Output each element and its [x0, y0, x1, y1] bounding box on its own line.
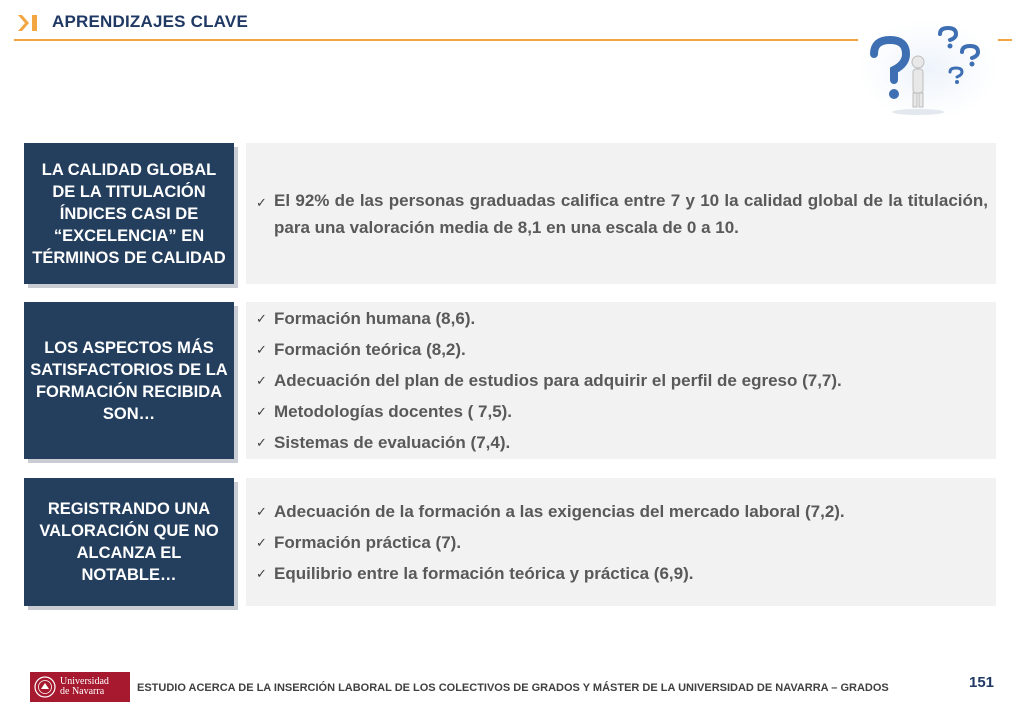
question-mark-figure-icon [858, 20, 998, 120]
list-item [256, 334, 988, 365]
row-label: LOS ASPECTOS MÁS SATISFACTORIOS DE LA FORMACIÓN RECIBIDA SON… [24, 302, 234, 459]
row-aspectos-satisfactorios [24, 302, 996, 459]
row-valoracion-notable [24, 478, 996, 606]
row-content [246, 302, 996, 459]
checkmark-icon: ✓ [256, 404, 267, 419]
checkmark-icon: ✓ [256, 565, 267, 581]
list-item [256, 365, 988, 396]
row-content [246, 143, 996, 284]
logo-line-1: Universidad [60, 676, 109, 687]
list-item-text: Sistemas de evaluación (7,4). [274, 433, 511, 452]
list-item-text: Formación teórica (8,2). [274, 340, 466, 359]
row-content [246, 478, 996, 606]
list-item [256, 427, 988, 458]
checkmark-icon: ✓ [256, 342, 267, 357]
checkmark-icon: ✓ [256, 194, 267, 210]
list-item-text: Metodologías docentes ( 7,5). [274, 402, 513, 421]
page-number: 151 [969, 674, 995, 691]
list-item [256, 496, 988, 527]
list-item-text: Formación humana (8,6). [274, 309, 476, 328]
list-item [256, 527, 988, 558]
logo-line-2: de Navarra [60, 686, 105, 697]
list-item-text: Adecuación del plan de estudios para adquirir el perfil de egreso (7,7). [274, 371, 842, 390]
list-item-text: Formación práctica (7). [274, 532, 462, 552]
checkmark-icon: ✓ [256, 503, 267, 519]
chevron-bar-icon [18, 13, 40, 33]
university-seal-icon [34, 676, 56, 698]
row-calidad-global [24, 143, 996, 284]
list-item [256, 187, 988, 241]
page-title: APRENDIZAJES CLAVE [52, 12, 248, 31]
footer-caption: ESTUDIO ACERCA DE LA INSERCIÓN LABORAL DE LOS COLECTIVOS DE GRADOS Y MÁSTER DE LA UNIVERSIDAD DE NAVARRA – GRADOS [137, 682, 889, 694]
row-label: REGISTRANDO UNA VALORACIÓN QUE NO ALCANZA EL NOTABLE… [24, 478, 234, 606]
list-item-text: Adecuación de la formación a las exigencias del mercado laboral (7,2). [274, 501, 845, 521]
list-item-text: El 92% de las personas graduadas califica entre 7 y 10 la calidad global de la titulación, para una valoración media de 8,1 en una escala de 0 a 10. [274, 190, 988, 237]
list-item [256, 303, 988, 334]
checkmark-icon: ✓ [256, 435, 267, 450]
list-item [256, 396, 988, 427]
row-label: LA CALIDAD GLOBAL DE LA TITULACIÓN ÍNDICES CASI DE “EXCELENCIA” EN TÉRMINOS DE CALIDAD [24, 143, 234, 284]
university-logo [30, 672, 130, 702]
checkmark-icon: ✓ [256, 373, 267, 388]
logo-text [60, 677, 109, 697]
checkmark-icon: ✓ [256, 311, 267, 326]
list-item [256, 558, 988, 589]
list-item-text: Equilibrio entre la formación teórica y práctica (6,9). [274, 563, 694, 583]
checkmark-icon: ✓ [256, 534, 267, 550]
